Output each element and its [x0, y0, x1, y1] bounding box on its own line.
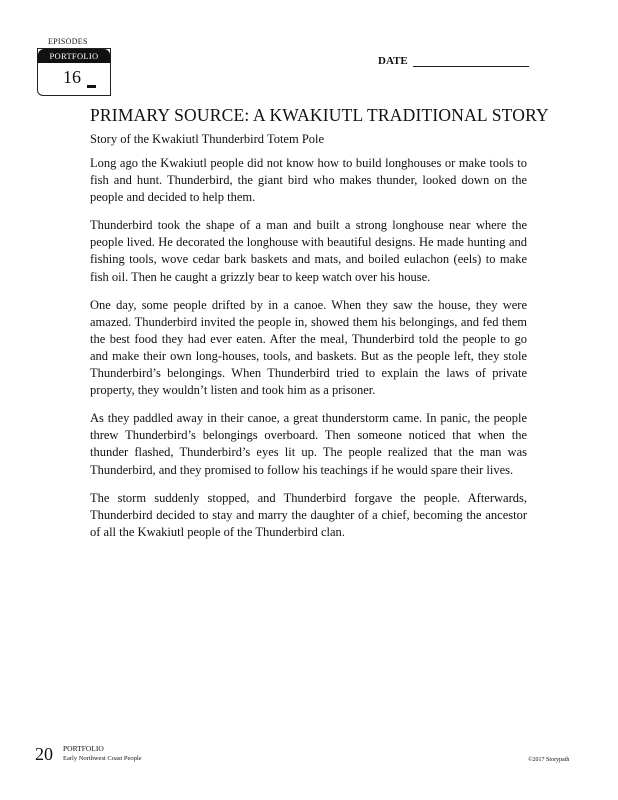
footer-book-title: Early Northwest Coast People — [63, 755, 142, 762]
date-label: DATE — [378, 55, 408, 67]
story-subtitle: Story of the Kwakiutl Thunderbird Totem Pole — [90, 132, 325, 146]
story-paragraph: One day, some people drifted by in a canoe. When they saw the house, they were amazed. Thunderbird invited the people in, showed them his belongings, and fed them the best food they had ever eaten. After the meal, Thunderbird told the people to go and make their own long-houses, tools, and baskets. But as the people left, they stole Thunderbird’s belongings. When Thunderbird tried to explain the laws of private property, they wouldn’t listen and took him as a prisoner. — [90, 297, 527, 398]
portfolio-badge — [37, 48, 111, 96]
page-title: PRIMARY SOURCE: A KWAKIUTL TRADITIONAL STORY — [90, 105, 549, 125]
badge-underline — [87, 85, 96, 88]
date-field-line — [413, 66, 529, 67]
story-paragraph: The storm suddenly stopped, and Thunderbird forgave the people. Afterwards, Thunderbird decided to stay and marry the daughter of a chief, becoming the ancestor of all the Kwakiutl people of the Thunderbird clan. — [90, 490, 527, 539]
episodes-label: EPISODES — [48, 37, 88, 46]
footer-portfolio-label: PORTFOLIO — [63, 744, 104, 753]
story-body — [90, 155, 527, 552]
footer-page-number: 20 — [35, 744, 53, 764]
story-paragraph: Long ago the Kwakiutl people did not know how to build longhouses or make tools to fish and hunt. Thunderbird, the giant bird who makes thunder, looked down on the people and decided to help them. — [90, 156, 527, 205]
portfolio-page-number: 16 — [63, 67, 81, 87]
story-paragraph: As they paddled away in their canoe, a great thunderstorm came. In panic, the people threw Thunderbird’s belongings overboard. Then someone noticed that when the thunder flashed, Thunderbird’s eyes lit up. The people realized that the man was Thunderbird, and they promised to follow his teachings if he would spare their lives. — [90, 411, 527, 477]
story-paragraph: Thunderbird took the shape of a man and built a strong longhouse near where the people lived. He decorated the longhouse with beautiful designs. He made hunting and fishing tools, wove cedar bark baskets and mats, and boiled eulachon (eels) to make fish oil. Then he caught a grizzly bear to keep watch over his house. — [90, 218, 527, 284]
footer-copyright: ©2017 Storypath — [528, 757, 570, 763]
portfolio-badge-label: PORTFOLIO — [38, 49, 110, 63]
